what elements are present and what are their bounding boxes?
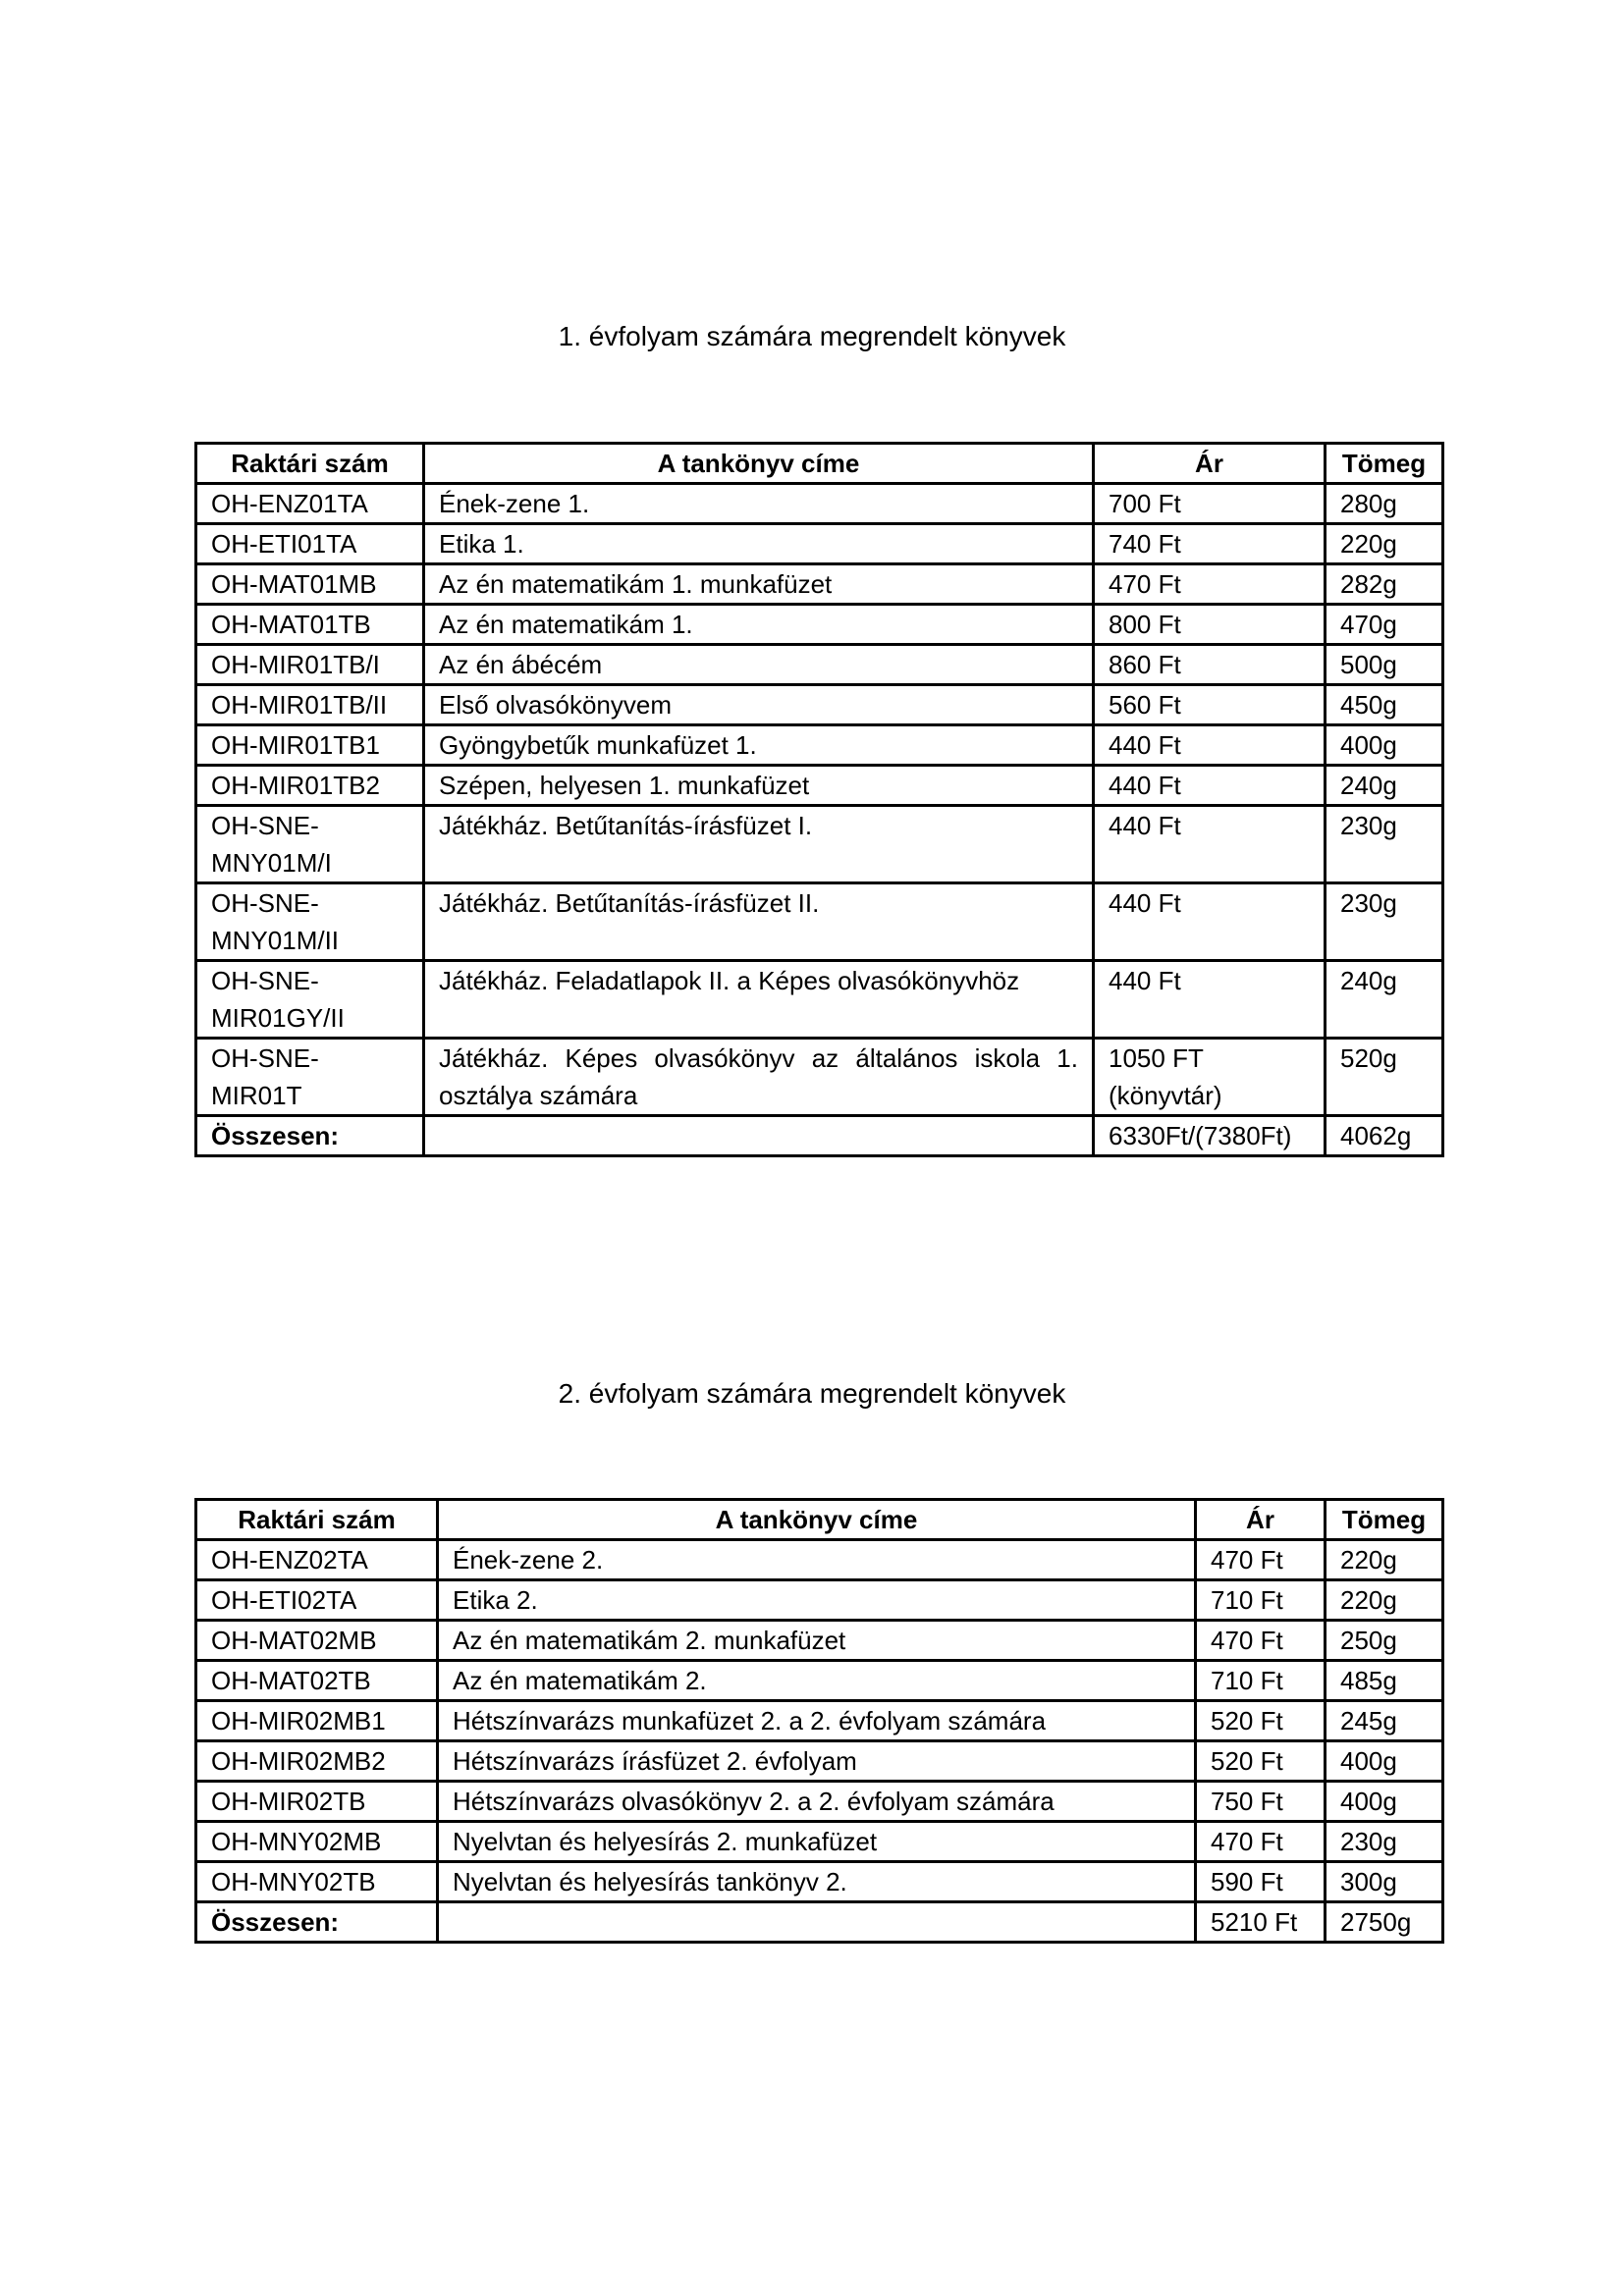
table-row bbox=[196, 725, 1443, 766]
table-row bbox=[196, 1580, 1443, 1621]
total-title bbox=[424, 1116, 1094, 1156]
cell-title: Az én matematikám 2. munkafüzet bbox=[438, 1621, 1196, 1661]
cell-title: Etika 1. bbox=[424, 524, 1094, 564]
cell-title: Játékház. Képes olvasókönyv az általános iskola 1. osztálya számára bbox=[424, 1039, 1094, 1116]
cell-code: OH-MNY02MB bbox=[196, 1822, 438, 1862]
table-row bbox=[196, 1039, 1443, 1116]
cell-weight: 520g bbox=[1326, 1039, 1443, 1116]
column-header-price: Ár bbox=[1094, 444, 1326, 484]
total-row bbox=[196, 1116, 1443, 1156]
cell-price: 560 Ft bbox=[1094, 685, 1326, 725]
column-header-code: Raktári szám bbox=[196, 1500, 438, 1540]
total-label: Összesen: bbox=[196, 1116, 424, 1156]
cell-code: OH-SNE-MIR01GY/II bbox=[196, 961, 424, 1039]
cell-weight: 400g bbox=[1326, 1741, 1443, 1782]
cell-weight: 240g bbox=[1326, 766, 1443, 806]
table-row bbox=[196, 961, 1443, 1039]
cell-weight: 400g bbox=[1326, 725, 1443, 766]
cell-price: 470 Ft bbox=[1196, 1621, 1326, 1661]
table-row bbox=[196, 524, 1443, 564]
cell-title: Hétszínvarázs írásfüzet 2. évfolyam bbox=[438, 1741, 1196, 1782]
cell-price: 440 Ft bbox=[1094, 766, 1326, 806]
table-row bbox=[196, 1661, 1443, 1701]
cell-title: Gyöngybetűk munkafüzet 1. bbox=[424, 725, 1094, 766]
column-header-weight: Tömeg bbox=[1326, 444, 1443, 484]
cell-price: 470 Ft bbox=[1196, 1540, 1326, 1580]
cell-price: 800 Ft bbox=[1094, 605, 1326, 645]
column-header-code: Raktári szám bbox=[196, 444, 424, 484]
cell-price: 440 Ft bbox=[1094, 806, 1326, 883]
cell-title: Nyelvtan és helyesírás tankönyv 2. bbox=[438, 1862, 1196, 1902]
cell-title: Hétszínvarázs munkafüzet 2. a 2. évfolyam számára bbox=[438, 1701, 1196, 1741]
cell-code: OH-MIR01TB2 bbox=[196, 766, 424, 806]
cell-code: OH-MIR02MB1 bbox=[196, 1701, 438, 1741]
column-header-title: A tankönyv címe bbox=[424, 444, 1094, 484]
total-price: 5210 Ft bbox=[1196, 1902, 1326, 1943]
table-row bbox=[196, 766, 1443, 806]
cell-weight: 220g bbox=[1326, 1540, 1443, 1580]
cell-price: 700 Ft bbox=[1094, 484, 1326, 524]
column-header-weight: Tömeg bbox=[1326, 1500, 1443, 1540]
cell-title: Első olvasókönyvem bbox=[424, 685, 1094, 725]
cell-code: OH-MAT01MB bbox=[196, 564, 424, 605]
cell-title: Az én matematikám 2. bbox=[438, 1661, 1196, 1701]
table-row bbox=[196, 1540, 1443, 1580]
total-weight: 2750g bbox=[1326, 1902, 1443, 1943]
cell-title: Játékház. Betűtanítás-írásfüzet II. bbox=[424, 883, 1094, 961]
cell-weight: 230g bbox=[1326, 806, 1443, 883]
total-label: Összesen: bbox=[196, 1902, 438, 1943]
table-header-row bbox=[196, 1500, 1443, 1540]
table-header-row bbox=[196, 444, 1443, 484]
cell-price: 860 Ft bbox=[1094, 645, 1326, 685]
cell-weight: 500g bbox=[1326, 645, 1443, 685]
cell-title: Etika 2. bbox=[438, 1580, 1196, 1621]
total-title bbox=[438, 1902, 1196, 1943]
cell-weight: 280g bbox=[1326, 484, 1443, 524]
table-row bbox=[196, 484, 1443, 524]
cell-code: OH-MAT02MB bbox=[196, 1621, 438, 1661]
cell-code: OH-SNE-MIR01T bbox=[196, 1039, 424, 1116]
cell-title: Ének-zene 2. bbox=[438, 1540, 1196, 1580]
cell-price: 520 Ft bbox=[1196, 1701, 1326, 1741]
cell-code: OH-SNE-MNY01M/I bbox=[196, 806, 424, 883]
total-row bbox=[196, 1902, 1443, 1943]
cell-price: 1050 FT (könyvtár) bbox=[1094, 1039, 1326, 1116]
cell-weight: 220g bbox=[1326, 524, 1443, 564]
table-row bbox=[196, 685, 1443, 725]
cell-weight: 400g bbox=[1326, 1782, 1443, 1822]
books-table-grade-2 bbox=[194, 1498, 1444, 1944]
cell-code: OH-MIR01TB/I bbox=[196, 645, 424, 685]
cell-title: Nyelvtan és helyesírás 2. munkafüzet bbox=[438, 1822, 1196, 1862]
table-row bbox=[196, 645, 1443, 685]
cell-weight: 220g bbox=[1326, 1580, 1443, 1621]
cell-code: OH-MIR02TB bbox=[196, 1782, 438, 1822]
total-price: 6330Ft/(7380Ft) bbox=[1094, 1116, 1326, 1156]
cell-code: OH-MAT02TB bbox=[196, 1661, 438, 1701]
cell-title: Az én matematikám 1. munkafüzet bbox=[424, 564, 1094, 605]
cell-code: OH-ENZ01TA bbox=[196, 484, 424, 524]
cell-title: Az én matematikám 1. bbox=[424, 605, 1094, 645]
cell-title: Az én ábécém bbox=[424, 645, 1094, 685]
section-title-grade-2: 2. évfolyam számára megrendelt könyvek bbox=[558, 1378, 1066, 1409]
cell-price: 520 Ft bbox=[1196, 1741, 1326, 1782]
cell-title: Játékház. Feladatlapok II. a Képes olvasókönyvhöz bbox=[424, 961, 1094, 1039]
cell-code: OH-MIR01TB1 bbox=[196, 725, 424, 766]
cell-weight: 240g bbox=[1326, 961, 1443, 1039]
cell-code: OH-MIR02MB2 bbox=[196, 1741, 438, 1782]
table-row bbox=[196, 605, 1443, 645]
table-row bbox=[196, 1862, 1443, 1902]
cell-title: Játékház. Betűtanítás-írásfüzet I. bbox=[424, 806, 1094, 883]
cell-price: 710 Ft bbox=[1196, 1661, 1326, 1701]
books-table-grade-1 bbox=[194, 442, 1444, 1157]
cell-code: OH-MAT01TB bbox=[196, 605, 424, 645]
cell-price: 750 Ft bbox=[1196, 1782, 1326, 1822]
cell-title: Hétszínvarázs olvasókönyv 2. a 2. évfolyam számára bbox=[438, 1782, 1196, 1822]
cell-code: OH-MIR01TB/II bbox=[196, 685, 424, 725]
cell-price: 440 Ft bbox=[1094, 725, 1326, 766]
table-row bbox=[196, 1741, 1443, 1782]
cell-price: 440 Ft bbox=[1094, 883, 1326, 961]
cell-code: OH-ETI01TA bbox=[196, 524, 424, 564]
cell-weight: 470g bbox=[1326, 605, 1443, 645]
cell-price: 590 Ft bbox=[1196, 1862, 1326, 1902]
total-weight: 4062g bbox=[1326, 1116, 1443, 1156]
cell-title: Ének-zene 1. bbox=[424, 484, 1094, 524]
section-title-grade-1: 1. évfolyam számára megrendelt könyvek bbox=[558, 321, 1066, 351]
cell-weight: 282g bbox=[1326, 564, 1443, 605]
table-row bbox=[196, 564, 1443, 605]
table-row bbox=[196, 883, 1443, 961]
cell-price: 440 Ft bbox=[1094, 961, 1326, 1039]
cell-weight: 450g bbox=[1326, 685, 1443, 725]
table-row bbox=[196, 1621, 1443, 1661]
cell-title: Szépen, helyesen 1. munkafüzet bbox=[424, 766, 1094, 806]
cell-price: 740 Ft bbox=[1094, 524, 1326, 564]
cell-code: OH-ETI02TA bbox=[196, 1580, 438, 1621]
cell-code: OH-SNE-MNY01M/II bbox=[196, 883, 424, 961]
cell-price: 470 Ft bbox=[1094, 564, 1326, 605]
cell-weight: 230g bbox=[1326, 883, 1443, 961]
cell-weight: 245g bbox=[1326, 1701, 1443, 1741]
cell-weight: 485g bbox=[1326, 1661, 1443, 1701]
cell-price: 470 Ft bbox=[1196, 1822, 1326, 1862]
cell-weight: 300g bbox=[1326, 1862, 1443, 1902]
cell-price: 710 Ft bbox=[1196, 1580, 1326, 1621]
table-row bbox=[196, 1822, 1443, 1862]
column-header-title: A tankönyv címe bbox=[438, 1500, 1196, 1540]
table-row bbox=[196, 806, 1443, 883]
cell-code: OH-MNY02TB bbox=[196, 1862, 438, 1902]
column-header-price: Ár bbox=[1196, 1500, 1326, 1540]
cell-code: OH-ENZ02TA bbox=[196, 1540, 438, 1580]
table-row bbox=[196, 1782, 1443, 1822]
cell-weight: 230g bbox=[1326, 1822, 1443, 1862]
cell-weight: 250g bbox=[1326, 1621, 1443, 1661]
table-row bbox=[196, 1701, 1443, 1741]
